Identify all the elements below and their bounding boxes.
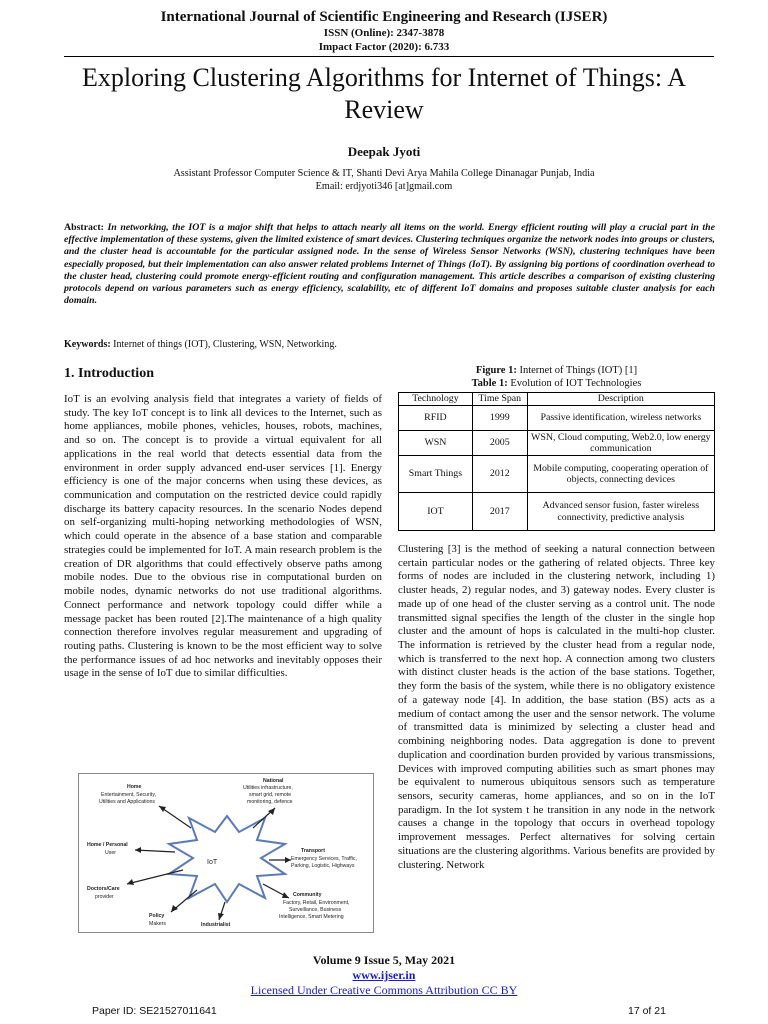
- abstract-label: Abstract:: [64, 222, 104, 233]
- abstract: [64, 222, 715, 307]
- label-community-title: Community: [293, 892, 322, 898]
- label-personal: [87, 842, 128, 856]
- arrow-personal: [135, 847, 175, 853]
- paper-title: Exploring Clustering Algorithms for Internet of Things: A Review: [82, 63, 686, 124]
- arrow-doctors: [127, 870, 183, 885]
- iot-diagram: [79, 774, 373, 932]
- journal-website-link[interactable]: www.ijser.in: [352, 968, 416, 982]
- label-community-line3: Intelligence, Smart Metering: [279, 914, 344, 920]
- label-home-line1: Entertainment, Security,: [101, 792, 156, 798]
- arrow-home: [159, 806, 191, 828]
- page-number: 17 of 21: [628, 1005, 666, 1017]
- intro-paragraph: IoT is an evolving analysis field that integrates a variety of fields of study. The key IoT concept is to link all devices to the Internet, such as home appliances, mobile phones, vehicles, houses, robots, machines, and so on. The concept is to provide a virtual equivalent for all applications in the real world that detects essential data from the environment in order supply advanced end-user services [1]. Energy efficiency is one of the major concerns when using these devices, as communication and computation on the restricted device could rapidly discharge its battery capacity resources. In the scenario Nodes depend on self-organizing multi-hoping networking methodologies of WSN, which could operate in the absence of a base station and comparable strategies could be implemented for IoT. A main research problem is the creation of DR algorithms that could effectively observe paths among mobile nodes. Due to the obvious rise in computational burden on mobile nodes, dynamic networks do not use traditional algorithms. Connect performance and network topology could differ while a message packet has been routed [2].The maintenance of a high quality connection therefore involves regular measurement and upgrading of routing paths. Clustering is known to be the most efficient way to solve the performance issues of ad hoc networks and inevitably opposes their usage in the sense of IoT due to similar difficulties.: [64, 393, 382, 680]
- table-row: [399, 406, 715, 431]
- label-personal-line1: User: [105, 850, 116, 856]
- journal-header: [0, 8, 768, 54]
- label-transport: [291, 848, 357, 869]
- keywords: [64, 338, 715, 351]
- label-policy-line1: Makers: [149, 921, 167, 927]
- journal-name: International Journal of Scientific Engineering and Research (IJSER): [160, 9, 608, 25]
- table-header-row: [399, 393, 715, 406]
- label-national-line2: smart grid, remote: [249, 792, 292, 798]
- label-doctors: [87, 886, 120, 900]
- table-cell: Passive identification, wireless networks: [527, 406, 714, 431]
- label-transport-title: Transport: [301, 848, 325, 854]
- label-industrialist: [201, 922, 231, 928]
- label-national-line3: monitoring, defence: [247, 799, 293, 805]
- table-header-cell: Technology: [399, 393, 473, 406]
- table-header-cell: Time Span: [472, 393, 527, 406]
- label-transport-line2: Parking, Logistic, Highways: [291, 863, 355, 869]
- label-community: [279, 892, 350, 920]
- label-national-title: National: [263, 778, 284, 784]
- table-header-cell: Description: [527, 393, 714, 406]
- arrow-community: [263, 884, 289, 898]
- label-doctors-title: Doctors/Care: [87, 886, 120, 892]
- label-home-line2: Utilities and Applications: [99, 799, 155, 805]
- figure-caption-text: Internet of Things (IOT) [1]: [519, 365, 638, 376]
- iot-center-label: IoT: [207, 859, 218, 866]
- keywords-text: Internet of things (IOT), Clustering, WSN, Networking.: [113, 339, 337, 350]
- arrow-national: [253, 808, 275, 828]
- table-caption-text: Evolution of IOT Technologies: [510, 377, 642, 389]
- label-transport-line1: Emergency Services, Traffic,: [291, 856, 357, 862]
- abstract-text: In networking, the IOT is a major shift that helps to attach nearly all items on the world. Energy efficient routing will play a crucial part in the effective implementation of these systems, given the limited existence of smart devices. Clustering techniques organize the network nodes into groups or clusters, and the cluster head is accountable for the particular assigned node. In the sense of Wireless Sensor Networks (WSN), clustering techniques have been especially proposed, but their implementation can also answer related problems Internet of Things (IoT). By assigning big portions of coordination overhead to the cluster head, clustering could promote energy-efficient routing and configuration management. This article describes a comparison of existing clustering protocols depend on various parameters such as energy efficiency, scalability, etc of different IoT domains and proposes suitable cluster analysis for each domain.: [64, 222, 715, 307]
- label-policy: [149, 913, 166, 927]
- table-cell: WSN: [399, 431, 473, 456]
- table-cell: IOT: [399, 493, 473, 531]
- section-heading-introduction: 1. Introduction: [64, 366, 154, 381]
- right-column: [398, 365, 715, 872]
- iot-star-shape: [169, 816, 285, 902]
- table-cell: Smart Things: [399, 456, 473, 493]
- label-doctors-line1: provider: [95, 894, 114, 900]
- label-national: [243, 778, 293, 805]
- label-community-line2: Surveillance, Business: [289, 907, 342, 913]
- table-cell: 1999: [472, 406, 527, 431]
- header-rule: [64, 56, 714, 57]
- arrow-transport: [269, 857, 291, 863]
- iot-evolution-table: [398, 392, 715, 531]
- license-link[interactable]: Licensed Under Creative Commons Attribution CC BY: [250, 983, 518, 997]
- figure-caption-label: Figure 1:: [475, 365, 517, 376]
- table-row: [399, 456, 715, 493]
- table-cell: RFID: [399, 406, 473, 431]
- label-industrialist-title: Industrialist: [201, 922, 231, 928]
- email-line: Email: erdjyoti346 [at]gmail.com: [315, 180, 453, 192]
- page-footer: [0, 953, 768, 998]
- table-row: [399, 431, 715, 456]
- table-cell: 2017: [472, 493, 527, 531]
- label-personal-title: Home / Personal: [87, 842, 128, 848]
- impact-factor: Impact Factor (2020): 6.733: [318, 41, 450, 53]
- issn: ISSN (Online): 2347-3878: [323, 27, 445, 39]
- affiliation-line: Assistant Professor Computer Science & IT, Shanti Devi Arya Mahila College Dinanagar Punjab, India: [173, 168, 595, 179]
- iot-figure: [78, 773, 374, 933]
- figure-caption: [398, 365, 715, 378]
- author-affiliation: [0, 168, 768, 193]
- table-cell: Mobile computing, cooperating operation of objects, connecting devices: [527, 456, 714, 493]
- table-cell: WSN, Cloud computing, Web2.0, low energy communication: [527, 431, 714, 456]
- author-name: Deepak Jyoti: [347, 144, 421, 159]
- paper-id: Paper ID: SE21527011641: [92, 1005, 217, 1017]
- label-national-line1: Utilities infrastructure,: [243, 785, 293, 791]
- label-policy-title: Policy: [149, 913, 165, 919]
- table-row: [399, 493, 715, 531]
- left-column: [64, 365, 382, 681]
- table-caption: [398, 378, 715, 391]
- clustering-paragraph: Clustering [3] is the method of seeking a natural connection between certain particular nodes or the gathering of related objects. Three key forms of nodes are included in the clustering network, including 1) cluster heads, 2) regular nodes, and 3) gateway nodes. Every cluster is made up of one head of the cluster serving as a control unit. The node transmitted signal specifies the length of the cluster in the single hop cluster and the amount of hops is calculated in the multi-hop cluster. The information is retrieved by the cluster head from a regular node, which is transferred to the next hop. A connection among two clusters with distinct cluster heads is the action of the base stations. Together, they form the basis of the system, while there is no obligatory existence of a gateway node [4]. In addition, the base station (BS) acts as a medium of contact among the user and the sensor network. The volume of transmitted data is minimized by selecting a cluster head and combining neighboring nodes. Data aggregation is done to prevent duplication and coordination burden provided by various transmissions, Devices with improved computing abilities such as smart phones may be equivalent to numerous ubiquitous sensors such as temperature sensors, security cameras, home appliances, and so on in the IoT paradigm. In the Iot system t he transition in any node in the network causes a change in the topology that occurs in overhead topology improvement messages. Perfect alternatives for solving certain situations are the clustering algorithms. Various benefits are provided by clustering. Network: [398, 543, 715, 871]
- label-community-line1: Factory, Retail, Environment,: [283, 900, 350, 906]
- keywords-label: Keywords:: [64, 339, 111, 350]
- table-cell: 2005: [472, 431, 527, 456]
- volume-issue: Volume 9 Issue 5, May 2021: [312, 953, 456, 967]
- table-caption-label: Table 1:: [471, 377, 508, 389]
- label-home-title: Home: [127, 784, 142, 790]
- arrow-policy: [171, 890, 197, 912]
- table-cell: 2012: [472, 456, 527, 493]
- label-home: [99, 784, 156, 805]
- arrow-industrialist: [218, 902, 225, 920]
- table-cell: Advanced sensor fusion, faster wireless connectivity, predictive analysis: [527, 493, 714, 531]
